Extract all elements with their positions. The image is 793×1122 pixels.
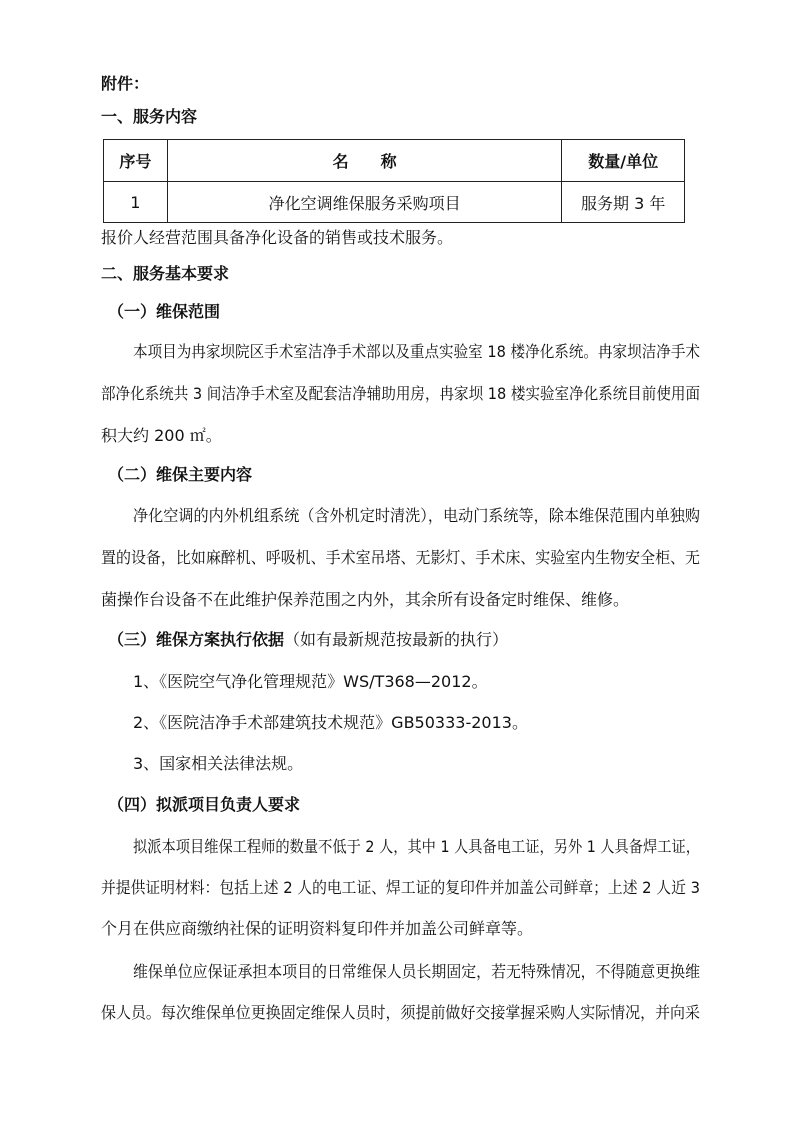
lead-para1-line-1: 拟派本项目维保工程师的数量不低于 2 人，其中 1 人具备电工证，另外 1 人具备焊工证， <box>133 837 700 856</box>
basis-item-3: 3、国家相关法律法规。 <box>133 754 304 773</box>
cell-quantity-unit: 服务期 3 年 <box>562 182 685 223</box>
scope-line-2: 部净化系统共 3 间洁净手术室及配套洁净辅助用房，冉家坝 18 楼实验室净化系统目前使用面 <box>101 384 700 403</box>
lead-para2-line-2: 保人员。每次维保单位更换固定维保人员时，须提前做好交接掌握采购人实际情况，并向采 <box>101 1003 700 1022</box>
content-line-1: 净化空调的内外机组系统（含外机定时清洗），电动门系统等，除本维保范围内单独购 <box>133 506 700 525</box>
subsection-basis <box>108 629 508 651</box>
attachment-label: 附件： <box>101 74 150 93</box>
section-title-requirements: 二、服务基本要求 <box>101 264 230 283</box>
content-line-3: 菌操作台设备不在此维护保养范围之内外，其余所有设备定时维保、维修。 <box>101 590 630 609</box>
scope-line-1: 本项目为冉家坝院区手术室洁净手术部以及重点实验室 18 楼净化系统。冉家坝洁净手术 <box>133 342 700 361</box>
lead-para2-line-1: 维保单位应保证承担本项目的日常维保人员长期固定，若无特殊情况，不得随意更换维 <box>133 962 700 981</box>
content-line-2: 置的设备，比如麻醉机、呼吸机、手术室吊塔、无影灯、手术床、实验室内生物安全柜、无 <box>101 548 700 567</box>
lead-para1-line-3: 个月在供应商缴纳社保的证明资料复印件并加盖公司鲜章等。 <box>101 919 534 938</box>
header-quantity-unit: 数量/单位 <box>562 140 685 182</box>
basis-note: （如有最新规范按最新的执行） <box>284 630 509 649</box>
lead-para1-line-2: 并提供证明材料：包括上述 2 人的电工证、焊工证的复印件并加盖公司鲜章；上述 2 人近 3 <box>101 878 700 897</box>
basis-item-2: 2、《医院洁净手术部建筑技术规范》GB50333-2013。 <box>133 713 528 732</box>
cell-name: 净化空调维保服务采购项目 <box>167 182 562 223</box>
header-index: 序号 <box>104 140 168 182</box>
basis-item-1: 1、《医院空气净化管理规范》WS/T368—2012。 <box>133 672 488 691</box>
cell-index: 1 <box>104 182 168 223</box>
subsection-title-project-lead: （四）拟派项目负责人要求 <box>108 795 301 814</box>
section-title-service-content: 一、服务内容 <box>101 107 198 126</box>
header-name: 名 称 <box>167 140 562 182</box>
table-row <box>104 182 685 223</box>
table-header-row <box>104 140 685 182</box>
subsection-title-main-content: （二）维保主要内容 <box>108 465 253 484</box>
service-table <box>103 139 685 223</box>
subsection-title-basis: （三）维保方案执行依据 <box>108 630 285 649</box>
subsection-title-scope: （一）维保范围 <box>108 302 221 321</box>
scope-line-3: 积大约 200 ㎡。 <box>101 426 222 445</box>
qualification-note: 报价人经营范围具备净化设备的销售或技术服务。 <box>101 228 454 247</box>
